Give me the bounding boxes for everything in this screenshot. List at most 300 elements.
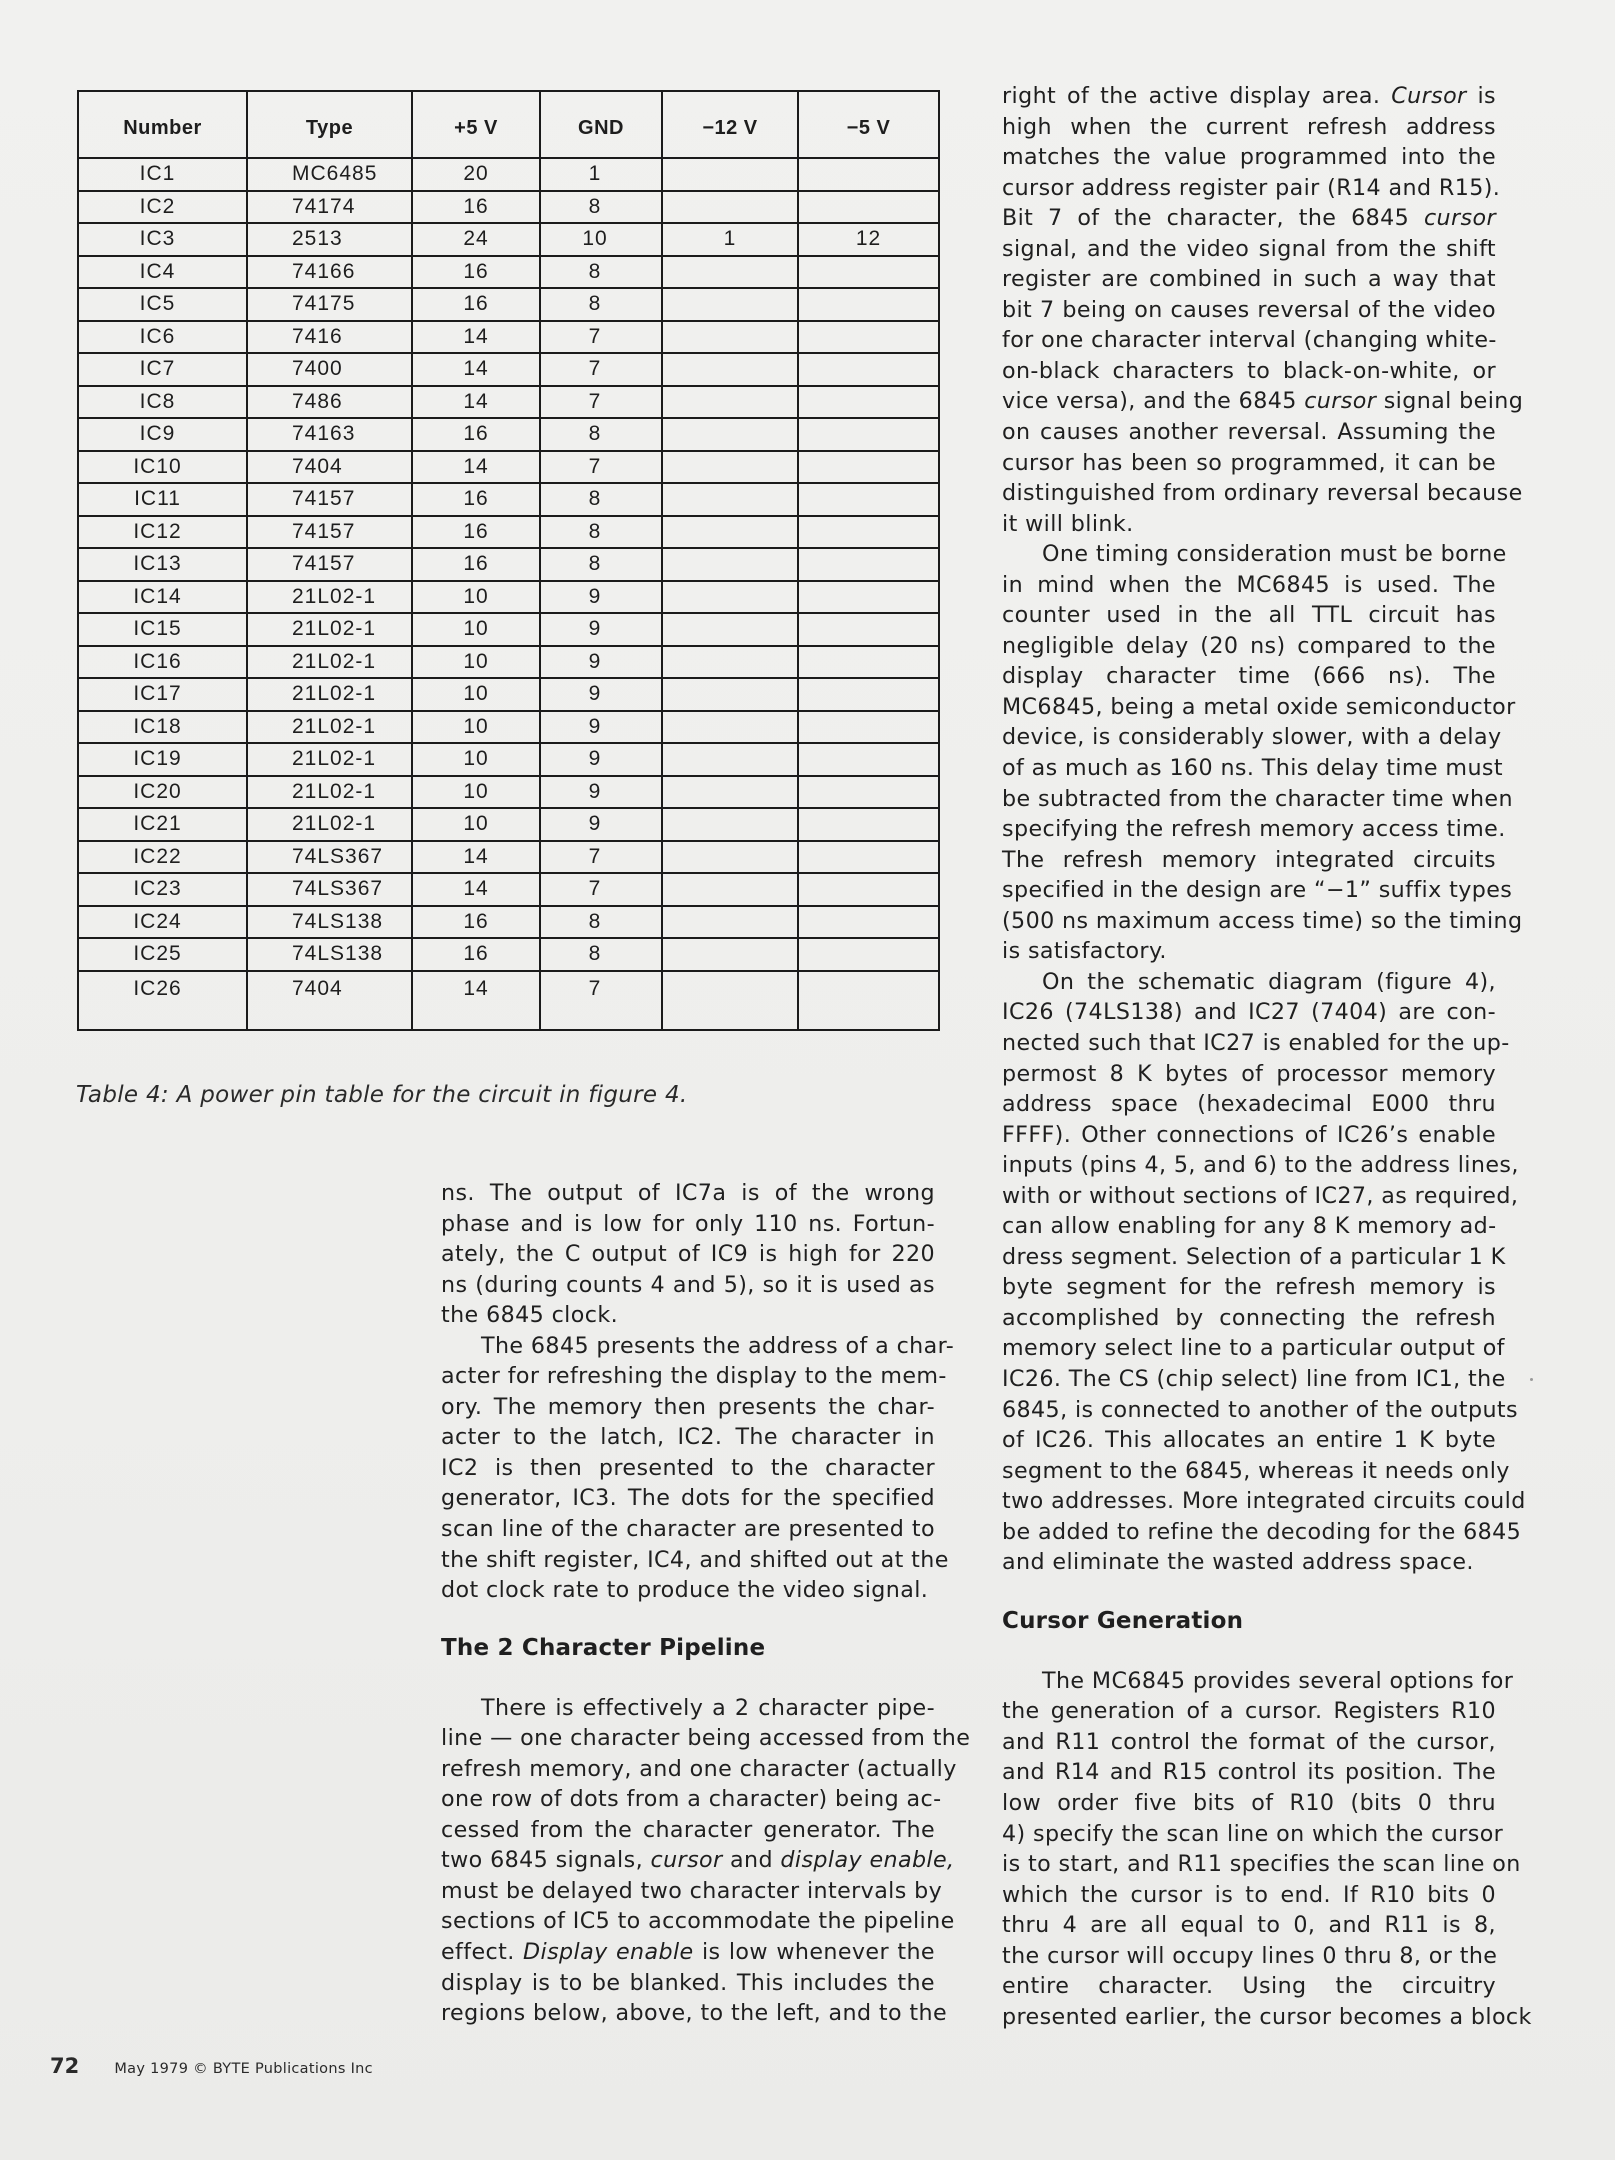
table-row [78, 971, 939, 1030]
text-line: The 6845 presents the address of a char- [481, 1332, 955, 1359]
text-line: FFFF). Other connections of IC26’s enable [1002, 1121, 1496, 1148]
text-line: on causes another reversal. Assuming the [1002, 419, 1496, 446]
cell-plus5v: 10 [412, 613, 540, 646]
cell-minus5v [798, 451, 939, 484]
italic-term: Display enable [523, 1939, 694, 1966]
header-plus5v: +5 V [412, 91, 540, 158]
cell-number: IC5 [78, 288, 247, 321]
text-line: must be delayed two character intervals by [441, 1877, 943, 1904]
cell-gnd: 9 [540, 711, 662, 744]
cell-plus5v: 10 [412, 776, 540, 809]
cell-gnd: 8 [540, 288, 662, 321]
cell-gnd: 7 [540, 841, 662, 874]
cell-minus5v [798, 808, 939, 841]
header-type: Type [247, 91, 412, 158]
cell-plus5v: 16 [412, 256, 540, 289]
cell-type: 74LS138 [247, 906, 412, 939]
cell-plus5v: 14 [412, 873, 540, 906]
cell-minus12v [662, 711, 798, 744]
cell-minus5v: 12 [798, 223, 939, 256]
text-line: be subtracted from the character time when [1002, 785, 1513, 812]
cell-type: 74157 [247, 548, 412, 581]
cell-minus12v [662, 678, 798, 711]
text-line: ns (during counts 4 and 5), so it is used as [441, 1271, 935, 1298]
cell-plus5v: 16 [412, 483, 540, 516]
cell-number: IC25 [78, 938, 247, 971]
cell-minus5v [798, 841, 939, 874]
table-row [78, 191, 939, 224]
text-line: is satisfactory. [1002, 938, 1167, 965]
cell-gnd: 7 [540, 451, 662, 484]
table-row [78, 646, 939, 679]
cell-number: IC17 [78, 678, 247, 711]
cell-minus12v [662, 906, 798, 939]
text-line: the cursor will occupy lines 0 thru 8, or the [1002, 1942, 1498, 1969]
cell-type: 21L02-1 [247, 743, 412, 776]
cell-minus5v [798, 906, 939, 939]
text-line: two addresses. More integrated circuits could [1002, 1488, 1526, 1515]
cell-plus5v: 16 [412, 548, 540, 581]
text-line: cursor has been so programmed, it can be [1002, 449, 1496, 476]
text-run: right of the active display area. [1002, 83, 1392, 109]
cell-minus5v [798, 743, 939, 776]
table-row [78, 841, 939, 874]
text-line: register are combined in such a way that [1002, 266, 1496, 293]
italic-term: cursor [1304, 388, 1377, 415]
cell-gnd: 10 [540, 223, 662, 256]
cell-minus12v [662, 548, 798, 581]
table-row [78, 516, 939, 549]
text-line: is to start, and R11 specifies the scan line on [1002, 1851, 1521, 1878]
text-line: cursor address register pair (R14 and R15). [1002, 174, 1501, 201]
cell-plus5v: 24 [412, 223, 540, 256]
paragraph-ic7a-timing [441, 1178, 935, 1331]
cell-gnd: 9 [540, 678, 662, 711]
table-row [78, 776, 939, 809]
text-line: the 6845 clock. [441, 1302, 619, 1329]
text-line: display is to be blanked. This includes the [441, 1969, 935, 1996]
text-run: vice versa), and the 6845 [1002, 388, 1305, 415]
text-line: sections of IC5 to accommodate the pipeline [441, 1908, 955, 1935]
text-line: it will blink. [1002, 510, 1134, 537]
text-line: IC26. The CS (chip select) line from IC1, the [1002, 1365, 1506, 1392]
text-line [441, 1845, 955, 1876]
cell-number: IC6 [78, 321, 247, 354]
cell-minus12v [662, 808, 798, 841]
text-line: the shift register, IC4, and shifted out at the [441, 1546, 949, 1573]
text-run: Bit 7 of the character, the 6845 [1002, 205, 1424, 232]
text-line: dot clock rate to produce the video signal. [441, 1577, 929, 1604]
cell-type: 74LS367 [247, 841, 412, 874]
text-line: line — one character being accessed from the [441, 1725, 971, 1752]
cell-type: 21L02-1 [247, 646, 412, 679]
cell-type: 21L02-1 [247, 581, 412, 614]
paragraph-pipeline [441, 1693, 971, 2029]
cell-number: IC19 [78, 743, 247, 776]
cell-plus5v: 20 [412, 158, 540, 191]
cell-gnd: 7 [540, 386, 662, 419]
text-line: cessed from the character generator. The [441, 1816, 935, 1843]
cell-number: IC8 [78, 386, 247, 419]
text-line: low order five bits of R10 (bits 0 thru [1002, 1789, 1496, 1816]
cell-minus12v [662, 158, 798, 191]
text-line: IC26 (74LS138) and IC27 (7404) are con- [1002, 999, 1496, 1026]
italic-term: cursor [650, 1847, 723, 1874]
cell-plus5v: 16 [412, 191, 540, 224]
text-line: ately, the C output of IC9 is high for 220 [441, 1241, 935, 1268]
text-line [1002, 203, 1496, 234]
cell-number: IC18 [78, 711, 247, 744]
cell-number: IC3 [78, 223, 247, 256]
cell-minus5v [798, 418, 939, 451]
text-line: 6845, is connected to another of the outputs [1002, 1396, 1518, 1423]
cell-gnd: 8 [540, 906, 662, 939]
cell-type: 7486 [247, 386, 412, 419]
text-line: IC2 is then presented to the character [441, 1454, 935, 1481]
italic-term: display enable, [780, 1847, 955, 1874]
table-row [78, 581, 939, 614]
cell-number: IC14 [78, 581, 247, 614]
text-line: negligible delay (20 ns) compared to the [1002, 632, 1496, 659]
text-run: is [1466, 83, 1496, 109]
table-header-row [78, 91, 939, 158]
cell-number: IC4 [78, 256, 247, 289]
cell-minus12v: 1 [662, 223, 798, 256]
text-line: ory. The memory then presents the char- [441, 1393, 935, 1420]
cell-number: IC20 [78, 776, 247, 809]
cell-minus5v [798, 613, 939, 646]
cell-minus12v [662, 288, 798, 321]
text-run: effect. [441, 1939, 524, 1966]
cell-plus5v: 10 [412, 646, 540, 679]
cell-gnd: 8 [540, 548, 662, 581]
table-row [78, 743, 939, 776]
cell-type: 2513 [247, 223, 412, 256]
cell-gnd: 9 [540, 776, 662, 809]
cell-number: IC12 [78, 516, 247, 549]
table-row [78, 548, 939, 581]
cell-plus5v: 16 [412, 418, 540, 451]
cell-type: 74157 [247, 483, 412, 516]
cell-minus5v [798, 321, 939, 354]
cell-minus5v [798, 288, 939, 321]
text-line: with or without sections of IC27, as required, [1002, 1182, 1519, 1209]
italic-term: cursor [1423, 205, 1496, 232]
text-line: phase and is low for only 110 ns. Fortun- [441, 1210, 935, 1237]
cell-number: IC22 [78, 841, 247, 874]
cell-minus12v [662, 418, 798, 451]
text-line: can allow enabling for any 8 K memory ad- [1002, 1213, 1497, 1240]
header-gnd: GND [540, 91, 662, 158]
right-text-column [1002, 81, 1532, 2032]
page-footer [50, 2054, 373, 2078]
table-row [78, 353, 939, 386]
table-row [78, 711, 939, 744]
cell-plus5v: 16 [412, 938, 540, 971]
cell-gnd: 9 [540, 613, 662, 646]
header-minus12v: −12 V [662, 91, 798, 158]
text-line: of IC26. This allocates an entire 1 K byte [1002, 1427, 1496, 1454]
text-line: inputs (pins 4, 5, and 6) to the address lines, [1002, 1152, 1519, 1179]
table-row [78, 906, 939, 939]
cell-gnd: 7 [540, 873, 662, 906]
paragraph-6845-address [441, 1331, 955, 1606]
text-line: dress segment. Selection of a particular 1 K [1002, 1243, 1506, 1270]
cell-minus5v [798, 191, 939, 224]
cell-type: 21L02-1 [247, 613, 412, 646]
cell-minus12v [662, 873, 798, 906]
cell-type: 74166 [247, 256, 412, 289]
cell-number: IC2 [78, 191, 247, 224]
cell-number: IC7 [78, 353, 247, 386]
header-minus5v: −5 V [798, 91, 939, 158]
cell-plus5v: 14 [412, 353, 540, 386]
table-row [78, 483, 939, 516]
text-line: acter for refreshing the display to the mem- [441, 1363, 947, 1390]
header-number: Number [78, 91, 247, 158]
text-line: signal, and the video signal from the shift [1002, 235, 1496, 262]
text-line: display character time (666 ns). The [1002, 663, 1496, 690]
text-line: and R11 control the format of the cursor, [1002, 1728, 1496, 1755]
paragraph-timing-consideration [1002, 539, 1523, 967]
text-line: presented earlier, the cursor becomes a block [1002, 2003, 1532, 2030]
cell-type: 74157 [247, 516, 412, 549]
cell-number: IC26 [78, 971, 247, 1030]
text-line: entire character. Using the circuitry [1002, 1973, 1496, 2000]
cell-gnd: 9 [540, 743, 662, 776]
text-line: in mind when the MC6845 is used. The [1002, 571, 1496, 598]
table-row [78, 223, 939, 256]
text-line [1002, 81, 1496, 112]
text-run: and [722, 1847, 781, 1874]
cell-plus5v: 10 [412, 711, 540, 744]
cell-number: IC9 [78, 418, 247, 451]
cell-minus5v [798, 483, 939, 516]
cell-gnd: 9 [540, 646, 662, 679]
text-line: be added to refine the decoding for the 6845 [1002, 1518, 1522, 1545]
text-line: one row of dots from a character) being ac- [441, 1786, 942, 1813]
cell-type: 74LS138 [247, 938, 412, 971]
text-line: generator, IC3. The dots for the specified [441, 1485, 935, 1512]
text-line [1002, 386, 1524, 417]
text-line: on-black characters to black-on-white, or [1002, 357, 1496, 384]
table-row [78, 288, 939, 321]
cell-type: 21L02-1 [247, 711, 412, 744]
text-run: is low whenever the [693, 1939, 935, 1966]
cell-minus12v [662, 386, 798, 419]
text-line: 4) specify the scan line on which the cursor [1002, 1820, 1504, 1847]
cell-plus5v: 10 [412, 581, 540, 614]
cell-minus12v [662, 971, 798, 1030]
cell-minus12v [662, 483, 798, 516]
cell-minus5v [798, 971, 939, 1030]
cell-minus5v [798, 678, 939, 711]
text-line: the generation of a cursor. Registers R10 [1002, 1698, 1496, 1725]
table-row [78, 418, 939, 451]
text-line: The refresh memory integrated circuits [1002, 846, 1496, 873]
text-line: (500 ns maximum access time) so the timing [1002, 907, 1523, 934]
cell-plus5v: 16 [412, 288, 540, 321]
text-line: specifying the refresh memory access time. [1002, 816, 1506, 843]
text-line: scan line of the character are presented to [441, 1516, 935, 1543]
cell-type: 74LS367 [247, 873, 412, 906]
cell-minus5v [798, 646, 939, 679]
cell-minus12v [662, 646, 798, 679]
cell-plus5v: 14 [412, 386, 540, 419]
cell-plus5v: 16 [412, 516, 540, 549]
text-line: matches the value programmed into the [1002, 144, 1496, 171]
text-line: acter to the latch, IC2. The character in [441, 1424, 935, 1451]
cell-gnd: 1 [540, 158, 662, 191]
cell-type: MC6485 [247, 158, 412, 191]
text-line: byte segment for the refresh memory is [1002, 1274, 1496, 1301]
cell-minus5v [798, 711, 939, 744]
cell-minus5v [798, 581, 939, 614]
table-row [78, 256, 939, 289]
cell-number: IC23 [78, 873, 247, 906]
cell-type: 21L02-1 [247, 678, 412, 711]
page-number: 72 [50, 2054, 80, 2078]
text-run: signal being [1376, 388, 1524, 415]
text-line: high when the current refresh address [1002, 113, 1496, 140]
section-heading-pipeline: The 2 Character Pipeline [441, 1634, 766, 1661]
cell-type: 7416 [247, 321, 412, 354]
text-line: accomplished by connecting the refresh [1002, 1304, 1496, 1331]
cell-minus12v [662, 451, 798, 484]
print-speck [1530, 1378, 1533, 1381]
cell-minus5v [798, 516, 939, 549]
cell-gnd: 8 [540, 483, 662, 516]
cell-plus5v: 14 [412, 321, 540, 354]
text-line: bit 7 being on causes reversal of the video [1002, 296, 1496, 323]
paragraph-schematic-decoding [1002, 967, 1526, 1578]
table-row [78, 613, 939, 646]
text-line: distinguished from ordinary reversal because [1002, 480, 1523, 507]
text-line: of as much as 160 ns. This delay time must [1002, 755, 1503, 782]
table-body [78, 158, 939, 1030]
cell-minus12v [662, 776, 798, 809]
cell-minus12v [662, 613, 798, 646]
cell-type: 21L02-1 [247, 808, 412, 841]
text-run: two 6845 signals, [441, 1847, 651, 1874]
cell-number: IC1 [78, 158, 247, 191]
table-row [78, 678, 939, 711]
text-line: and R14 and R15 control its position. The [1002, 1759, 1496, 1786]
table-row [78, 386, 939, 419]
cell-gnd: 7 [540, 971, 662, 1030]
text-line: address space (hexadecimal E000 thru [1002, 1091, 1496, 1118]
cell-minus5v [798, 386, 939, 419]
cell-type: 7400 [247, 353, 412, 386]
cell-number: IC10 [78, 451, 247, 484]
cell-plus5v: 10 [412, 808, 540, 841]
cell-number: IC15 [78, 613, 247, 646]
cell-gnd: 7 [540, 321, 662, 354]
cell-minus12v [662, 581, 798, 614]
text-line: MC6845, being a metal oxide semiconductor [1002, 693, 1516, 720]
cell-plus5v: 14 [412, 451, 540, 484]
cell-plus5v: 16 [412, 906, 540, 939]
paragraph-cursor-signal [1002, 81, 1524, 539]
paragraph-cursor-generation [1002, 1666, 1532, 2033]
middle-text-column [441, 1178, 971, 2029]
text-line: regions below, above, to the left, and to the [441, 2000, 948, 2027]
cell-minus5v [798, 353, 939, 386]
cell-plus5v: 14 [412, 971, 540, 1030]
cell-minus5v [798, 158, 939, 191]
cell-number: IC21 [78, 808, 247, 841]
text-line: On the schematic diagram (figure 4), [1042, 968, 1496, 995]
italic-term: Cursor [1391, 83, 1467, 109]
cell-minus5v [798, 873, 939, 906]
cell-minus12v [662, 743, 798, 776]
table-row [78, 451, 939, 484]
cell-type: 74175 [247, 288, 412, 321]
text-line [441, 1937, 935, 1968]
cell-minus5v [798, 776, 939, 809]
cell-gnd: 8 [540, 938, 662, 971]
cell-gnd: 8 [540, 418, 662, 451]
cell-gnd: 9 [540, 581, 662, 614]
cell-type: 7404 [247, 451, 412, 484]
cell-number: IC11 [78, 483, 247, 516]
text-line: specified in the design are “−1” suffix types [1002, 877, 1513, 904]
text-line: permost 8 K bytes of processor memory [1002, 1060, 1496, 1087]
table-row [78, 938, 939, 971]
text-line: thru 4 are all equal to 0, and R11 is 8, [1002, 1912, 1496, 1939]
cell-minus12v [662, 516, 798, 549]
text-line: which the cursor is to end. If R10 bits 0 [1002, 1881, 1496, 1908]
table-row [78, 873, 939, 906]
cell-number: IC13 [78, 548, 247, 581]
table-caption: Table 4: A power pin table for the circuit in figure 4. [76, 1082, 688, 1108]
cell-plus5v: 10 [412, 743, 540, 776]
table-row [78, 158, 939, 191]
cell-type: 74163 [247, 418, 412, 451]
cell-gnd: 8 [540, 516, 662, 549]
text-line: segment to the 6845, whereas it needs only [1002, 1457, 1510, 1484]
table-row [78, 808, 939, 841]
cell-minus5v [798, 938, 939, 971]
table-row [78, 321, 939, 354]
copyright-line: May 1979 © BYTE Publications Inc [114, 2061, 373, 2077]
cell-minus5v [798, 548, 939, 581]
power-pin-table [77, 90, 940, 1031]
text-line: memory select line to a particular output of [1002, 1335, 1505, 1362]
cell-plus5v: 10 [412, 678, 540, 711]
cell-minus12v [662, 938, 798, 971]
cell-minus12v [662, 353, 798, 386]
cell-number: IC24 [78, 906, 247, 939]
text-line: and eliminate the wasted address space. [1002, 1549, 1474, 1576]
cell-gnd: 7 [540, 353, 662, 386]
cell-number: IC16 [78, 646, 247, 679]
text-line: device, is considerably slower, with a delay [1002, 724, 1502, 751]
cell-minus12v [662, 256, 798, 289]
cell-minus12v [662, 321, 798, 354]
text-line: counter used in the all TTL circuit has [1002, 602, 1496, 629]
cell-gnd: 9 [540, 808, 662, 841]
cell-gnd: 8 [540, 256, 662, 289]
cell-minus5v [798, 256, 939, 289]
cell-type: 21L02-1 [247, 776, 412, 809]
text-line: refresh memory, and one character (actually [441, 1755, 957, 1782]
text-line: There is effectively a 2 character pipe- [481, 1694, 935, 1721]
cell-minus12v [662, 841, 798, 874]
cell-gnd: 8 [540, 191, 662, 224]
cell-plus5v: 14 [412, 841, 540, 874]
text-line: for one character interval (changing white- [1002, 327, 1497, 354]
